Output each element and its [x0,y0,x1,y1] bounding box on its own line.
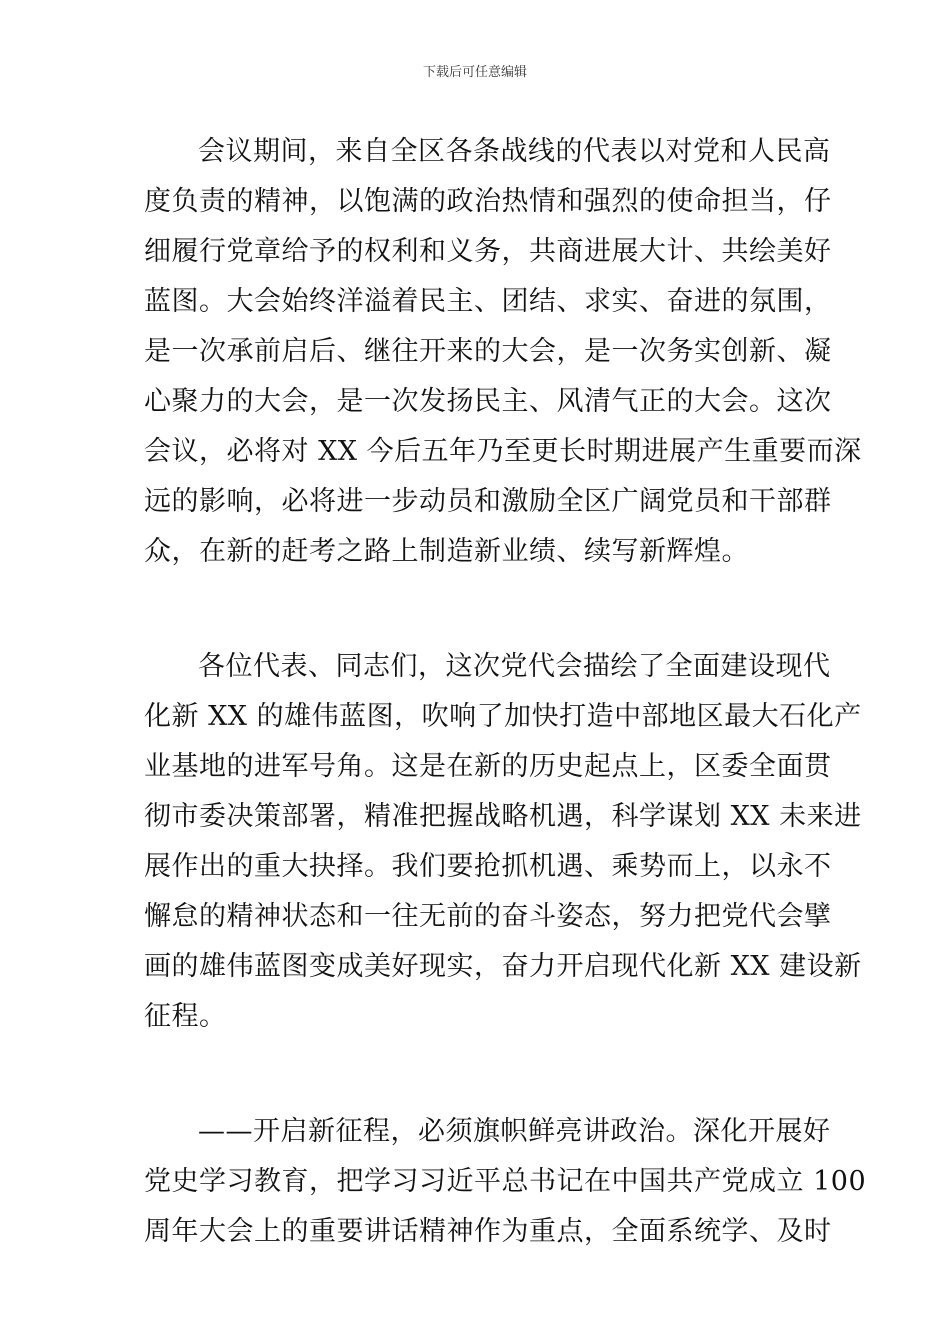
page-header: 下载后可任意编辑 [422,65,527,80]
paragraph-spacer [144,577,814,642]
text-line: 化新 XX 的雄伟蓝图，吹响了加快打造中部地区最大石化产 [144,701,862,732]
text-line: 蓝图。大会始终洋溢着民主、团结、求实、奋进的氛围， [144,286,832,317]
paragraph-2 [144,642,862,1042]
text-line: 心聚力的大会，是一次发扬民主、风清气正的大会。这次 [144,386,832,417]
text-line: 细履行党章给予的权利和义务，共商进展大计、共绘美好 [144,236,832,267]
text-line: 众，在新的赶考之路上制造新业绩、续写新辉煌。 [144,536,749,567]
text-line: 周年大会上的重要讲话精神作为重点，全面系统学、及时 [144,1216,832,1247]
text-line: 懈怠的精神状态和一往无前的奋斗姿态，努力把党代会擘 [144,901,832,932]
text-line: 彻市委决策部署，精准把握战略机遇，科学谋划 XX 未来进 [144,801,862,832]
text-line: 会议期间，来自全区各条战线的代表以对党和人民高 [198,136,831,167]
text-line: 是一次承前启后、继往开来的大会，是一次务实创新、凝 [144,336,832,367]
paragraph-1 [144,127,862,577]
text-line: 会议，必将对 XX 今后五年乃至更长时期进展产生重要而深 [144,436,862,467]
paragraph-spacer [144,1042,814,1107]
text-line: 展作出的重大抉择。我们要抢抓机遇、乘势而上，以永不 [144,851,832,882]
text-line: 党史学习教育，把学习习近平总书记在中国共产党成立 100 [144,1166,867,1197]
text-line: 业基地的进军号角。这是在新的历史起点上，区委全面贯 [144,751,832,782]
text-line: 征程。 [144,1001,227,1032]
text-line: 度负责的精神，以饱满的政治热情和强烈的使命担当，仔 [144,186,832,217]
text-line: ——开启新征程，必须旗帜鲜亮讲政治。深化开展好 [198,1116,831,1147]
document-body [144,127,867,1257]
text-line: 远的影响，必将进一步动员和激励全区广阔党员和干部群 [144,486,832,517]
text-line: 各位代表、同志们，这次党代会描绘了全面建设现代 [198,651,831,682]
text-line: 画的雄伟蓝图变成美好现实，奋力开启现代化新 XX 建设新 [144,951,862,982]
paragraph-3 [144,1107,867,1257]
